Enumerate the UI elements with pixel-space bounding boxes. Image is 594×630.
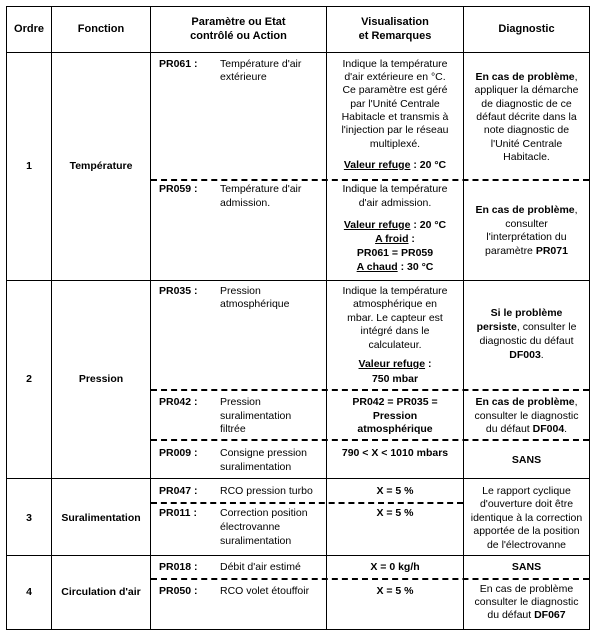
fallback-number: : 20 °C bbox=[413, 159, 447, 171]
remark-text: X = 5 % bbox=[376, 585, 414, 597]
remark-text: intégré dans le bbox=[360, 325, 430, 337]
param-label: RCO pression turbo bbox=[220, 485, 313, 497]
header-ordre: Ordre bbox=[14, 23, 44, 35]
remark-text: Habitacle et transmis à bbox=[341, 111, 449, 123]
param-code: PR009 : bbox=[159, 447, 198, 459]
param-code: PR035 : bbox=[159, 285, 198, 297]
header-separator bbox=[6, 52, 590, 53]
subrow-separator bbox=[151, 179, 589, 181]
fallback-label: Valeur refuge bbox=[358, 358, 426, 370]
diagnostic-text: d'ouverture doit être bbox=[479, 498, 574, 510]
ordre-cell: 2 bbox=[26, 373, 32, 385]
ordre-cell: 1 bbox=[26, 160, 32, 172]
cold-value: PR061 = PR059 bbox=[356, 247, 434, 259]
column-separator bbox=[150, 6, 151, 630]
diagnostic-text bbox=[463, 396, 590, 409]
diagnostic-punct: , bbox=[574, 71, 578, 83]
remark-text: l'injection par le réseau bbox=[341, 124, 449, 136]
ordre-cell: 3 bbox=[26, 512, 32, 524]
param-code: PR011 : bbox=[159, 507, 197, 519]
diagnostic-prefix: paramètre bbox=[485, 245, 536, 257]
cold-condition bbox=[326, 233, 464, 246]
ordre-cell: 4 bbox=[26, 586, 32, 598]
diagnostic-text: Si le problème bbox=[490, 307, 563, 319]
param-label: Correction position bbox=[220, 507, 308, 519]
param-label: extérieure bbox=[220, 71, 267, 83]
diagnostic-text: l'interprétation du bbox=[486, 231, 567, 243]
diagnostic-prefix: du défaut bbox=[487, 609, 535, 621]
param-code: PR059 : bbox=[159, 183, 198, 195]
fonction-cell: Suralimentation bbox=[61, 512, 141, 524]
table-border-left bbox=[6, 6, 7, 630]
fonction-cell: Pression bbox=[78, 373, 124, 385]
param-label: filtrée bbox=[220, 423, 246, 435]
diagnostic-emphasis: En cas de problème bbox=[475, 396, 575, 408]
remark-text: Indique la température bbox=[342, 58, 448, 70]
diagnostic-punct: . bbox=[540, 349, 544, 361]
remark-text: Indique la température bbox=[342, 183, 448, 195]
header-visualisation-line2: et Remarques bbox=[358, 30, 432, 42]
remark-text: X = 0 kg/h bbox=[370, 561, 420, 573]
diagnostic-text: SANS bbox=[511, 454, 542, 466]
diagnostic-punct: . bbox=[564, 423, 568, 435]
remark-text: d'air admission. bbox=[358, 197, 432, 209]
subrow-separator bbox=[151, 439, 589, 441]
diagnostic-text: consulter bbox=[505, 218, 548, 230]
parameter-reference: PR071 bbox=[535, 245, 568, 257]
diagnostic-emphasis: En cas de problème bbox=[475, 71, 575, 83]
header-fonction: Fonction bbox=[77, 23, 125, 35]
hot-condition bbox=[326, 261, 464, 274]
subrow-separator bbox=[151, 389, 589, 391]
group-separator bbox=[6, 555, 590, 556]
subrow-separator bbox=[151, 502, 463, 504]
fonction-cell: Température bbox=[69, 160, 133, 172]
diagnostic-text: consulter le diagnostic bbox=[474, 596, 579, 608]
diagnostic-text bbox=[463, 349, 590, 362]
header-parametre-line1: Paramètre ou Etat bbox=[191, 16, 286, 28]
subrow-separator bbox=[151, 578, 589, 580]
param-label: atmosphérique bbox=[220, 298, 290, 310]
param-code: PR047 : bbox=[159, 485, 198, 497]
remark-text: calculateur. bbox=[368, 339, 422, 351]
remark-text: Pression bbox=[372, 410, 418, 422]
diagnostic-text bbox=[463, 204, 590, 217]
param-label: suralimentation bbox=[220, 535, 292, 547]
remark-text: mbar. Le capteur est bbox=[347, 312, 443, 324]
diagnostic-prefix: du défaut bbox=[485, 423, 533, 435]
diagnostic-text bbox=[463, 245, 590, 258]
group-separator bbox=[6, 478, 590, 479]
param-code: PR042 : bbox=[159, 396, 198, 408]
param-label: suralimentation bbox=[220, 410, 292, 422]
remark-text: d'air extérieure en °C. bbox=[344, 71, 446, 83]
diagnostic-text: identique à la correction bbox=[470, 512, 583, 524]
diagnostic-text: SANS bbox=[511, 561, 542, 573]
param-label: Débit d'air estimé bbox=[220, 561, 301, 573]
param-label: admission. bbox=[220, 197, 271, 209]
remark-text: Ce paramètre est géré bbox=[342, 84, 448, 96]
column-separator bbox=[51, 6, 52, 630]
fallback-value bbox=[326, 219, 464, 232]
diagnostic-text: consulter le diagnostic bbox=[474, 410, 579, 422]
fault-reference: DF067 bbox=[534, 609, 566, 621]
diagnostic-punct: , bbox=[574, 396, 578, 408]
remark-text: atmosphérique en bbox=[352, 298, 438, 310]
param-label: Pression bbox=[220, 285, 261, 297]
hot-label: A chaud bbox=[356, 261, 398, 273]
param-code: PR050 : bbox=[159, 585, 198, 597]
param-label: suralimentation bbox=[220, 461, 292, 473]
diagnostic-text: de diagnostic de ce bbox=[481, 98, 572, 110]
diagnostic-text: En cas de problème bbox=[479, 583, 574, 595]
fallback-number: : 20 °C bbox=[413, 219, 447, 231]
param-label: Consigne pression bbox=[220, 447, 307, 459]
param-code: PR018 : bbox=[159, 561, 198, 573]
param-label: Pression bbox=[220, 396, 261, 408]
diagnostic-punct: , bbox=[574, 204, 578, 216]
hot-value: : 30 °C bbox=[400, 261, 434, 273]
remark-text: Indique la température bbox=[342, 285, 448, 297]
cold-label: A froid bbox=[375, 233, 409, 245]
diagnostic-text: défaut décrite dans la bbox=[476, 111, 577, 123]
param-code: PR061 : bbox=[159, 58, 198, 70]
cold-suffix: : bbox=[408, 233, 415, 245]
remark-text: atmosphérique bbox=[357, 423, 433, 435]
fallback-value bbox=[326, 159, 464, 172]
header-visualisation-line1: Visualisation bbox=[361, 16, 429, 28]
fault-reference: DF003 bbox=[509, 349, 541, 361]
fallback-label: Valeur refuge bbox=[343, 159, 411, 171]
header-diagnostic: Diagnostic bbox=[498, 23, 555, 35]
diagnostic-text: Le rapport cyclique bbox=[482, 485, 571, 497]
header-parametre-line2: contrôlé ou Action bbox=[190, 30, 287, 42]
table-border-top bbox=[6, 6, 590, 7]
diagnostic-text: diagnostic du défaut bbox=[479, 335, 574, 347]
fonction-cell: Circulation d'air bbox=[61, 586, 141, 598]
diagnostic-emphasis: persiste bbox=[476, 321, 517, 333]
diagnostic-text: de l'électrovanne bbox=[486, 539, 567, 551]
diagnostic-text bbox=[463, 321, 590, 334]
param-label: électrovanne bbox=[220, 521, 281, 533]
diagnostic-text bbox=[463, 71, 590, 84]
fault-reference: DF004 bbox=[532, 423, 565, 435]
param-label: Température d'air bbox=[220, 58, 302, 70]
diagnostic-text bbox=[463, 423, 590, 436]
diagnostic-text: l'Unité Centrale bbox=[490, 138, 563, 150]
diagnostic-emphasis: En cas de problème bbox=[475, 204, 575, 216]
remark-text: X = 5 % bbox=[376, 485, 414, 497]
fallback-label: Valeur refuge bbox=[343, 219, 411, 231]
group-separator bbox=[6, 280, 590, 281]
fallback-suffix: : bbox=[425, 358, 432, 370]
fallback-number: 750 mbar bbox=[371, 373, 419, 385]
diagnostic-text bbox=[463, 609, 590, 622]
fallback-label-line bbox=[326, 358, 464, 371]
diagnostic-text: appliquer la démarche bbox=[474, 84, 579, 96]
remark-text: PR042 = PR035 = bbox=[352, 396, 438, 408]
remark-text: par l'Unité Centrale bbox=[350, 98, 440, 110]
diagnostic-text: apportée de la position bbox=[473, 525, 580, 537]
diagnostic-text: Habitacle. bbox=[503, 151, 550, 163]
diagnostic-text: note diagnostic de bbox=[483, 124, 570, 136]
diagnostic-rest: , consulter le bbox=[516, 321, 577, 333]
remark-text: X = 5 % bbox=[376, 507, 414, 519]
param-label: RCO volet étouffoir bbox=[220, 585, 310, 597]
remark-text: 790 < X < 1010 mbars bbox=[341, 447, 449, 459]
param-label: Température d'air bbox=[220, 183, 302, 195]
remark-text: multiplexé. bbox=[369, 138, 421, 150]
